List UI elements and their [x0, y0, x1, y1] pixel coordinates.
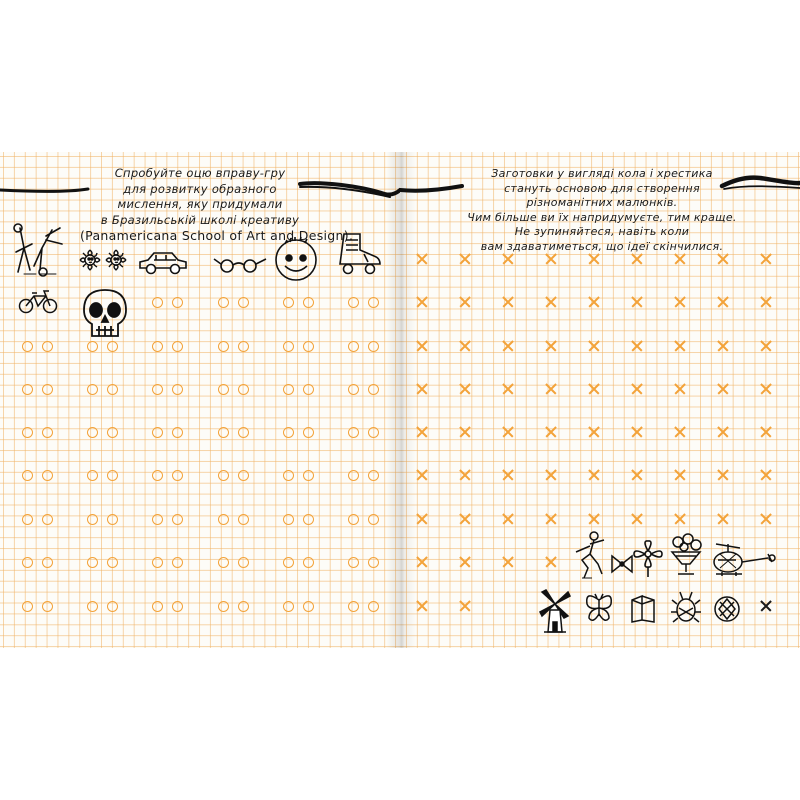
circle-blank	[22, 470, 33, 481]
ornament-circle-icon	[712, 594, 742, 628]
circle-blank	[303, 297, 314, 308]
circle-blank	[152, 427, 163, 438]
cross-blank	[459, 556, 471, 568]
circle-blank	[303, 341, 314, 352]
cross-blank	[717, 340, 729, 352]
circle-blank	[238, 514, 249, 525]
circle-blank	[348, 514, 359, 525]
circle-blank	[172, 384, 183, 395]
circle-blank	[152, 341, 163, 352]
circle-blank	[218, 514, 229, 525]
circle-blank	[87, 514, 98, 525]
cross-blank	[717, 383, 729, 395]
left-intro-line: мислення, яку придумали	[117, 197, 283, 211]
cross-blank	[545, 253, 557, 265]
cross-blank	[717, 469, 729, 481]
circle-blank	[42, 470, 53, 481]
circle-blank	[238, 427, 249, 438]
cross-blank	[674, 426, 686, 438]
cross-blank	[416, 340, 428, 352]
circle-blank	[22, 384, 33, 395]
cross-blank	[760, 513, 772, 525]
right-intro-line: Чим більше ви їх напридумуєте, тим краще.	[467, 210, 737, 224]
cross-blank	[760, 340, 772, 352]
circle-blank	[218, 341, 229, 352]
cross-blank	[459, 340, 471, 352]
notebook-spread	[0, 152, 800, 648]
left-intro-text	[80, 166, 354, 244]
windmill-icon	[538, 588, 572, 638]
cross-blank	[416, 296, 428, 308]
cross-blank	[674, 383, 686, 395]
cross-blank	[416, 600, 428, 612]
circle-blank	[87, 384, 98, 395]
cross-blank	[588, 513, 600, 525]
cross-blank	[674, 513, 686, 525]
circle-blank	[283, 297, 294, 308]
circle-blank	[22, 557, 33, 568]
cross-blank	[416, 253, 428, 265]
circle-blank	[42, 514, 53, 525]
circle-blank	[348, 341, 359, 352]
dancer-icon	[568, 530, 608, 586]
circle-blank	[107, 384, 118, 395]
circle-blank	[172, 601, 183, 612]
circle-blank	[172, 514, 183, 525]
bug-icon	[670, 590, 702, 630]
circle-blank	[172, 341, 183, 352]
circle-blank	[283, 341, 294, 352]
circle-blank	[218, 557, 229, 568]
cross-blank	[545, 383, 557, 395]
circle-blank	[348, 601, 359, 612]
cross-blank	[588, 253, 600, 265]
circle-blank	[303, 427, 314, 438]
cross-blank	[760, 296, 772, 308]
circle-blank	[22, 427, 33, 438]
cross-blank	[674, 253, 686, 265]
cross-blank	[631, 296, 643, 308]
circle-blank	[172, 470, 183, 481]
cross-blank	[416, 383, 428, 395]
circle-blank	[368, 341, 379, 352]
circle-blank	[218, 297, 229, 308]
circle-blank	[368, 557, 379, 568]
circle-blank	[368, 514, 379, 525]
circle-blank	[283, 384, 294, 395]
circle-blank	[172, 557, 183, 568]
circle-blank	[22, 341, 33, 352]
circle-blank	[348, 557, 359, 568]
circle-blank	[107, 427, 118, 438]
circle-blank	[107, 514, 118, 525]
circle-blank	[303, 557, 314, 568]
cross-blank	[717, 253, 729, 265]
circle-blank	[218, 470, 229, 481]
circle-blank	[152, 514, 163, 525]
right-intro-line: стануть основою для створення	[504, 181, 700, 195]
cross-blank	[588, 426, 600, 438]
circle-blank	[42, 384, 53, 395]
circle-blank	[42, 427, 53, 438]
circle-blank	[238, 470, 249, 481]
circle-blank	[283, 601, 294, 612]
cross-blank	[416, 469, 428, 481]
cross-blank	[502, 469, 514, 481]
circle-blank	[42, 601, 53, 612]
circle-blank	[172, 297, 183, 308]
circle-blank	[218, 601, 229, 612]
roller-skate-icon	[334, 232, 384, 280]
cross-blank	[588, 383, 600, 395]
cross-blank	[545, 556, 557, 568]
flowers-icon	[76, 244, 130, 282]
circle-blank	[283, 514, 294, 525]
circle-blank	[87, 427, 98, 438]
circle-blank	[107, 601, 118, 612]
cross-blank	[631, 469, 643, 481]
right-intro-line: різноманітних малюнків.	[526, 196, 678, 209]
right-intro-line: вам здаватиметься, що ідеї скінчилися.	[480, 239, 724, 253]
circle-blank	[22, 601, 33, 612]
circle-blank	[283, 470, 294, 481]
cross-blank	[760, 426, 772, 438]
circle-blank	[368, 297, 379, 308]
cross-blank	[631, 253, 643, 265]
cross-blank	[588, 340, 600, 352]
cross-blank	[631, 383, 643, 395]
smiley-face-icon	[267, 236, 325, 286]
circle-blank	[303, 514, 314, 525]
acrobats-icon	[10, 222, 68, 282]
cross-blank	[588, 296, 600, 308]
circle-blank	[368, 470, 379, 481]
circle-blank	[238, 557, 249, 568]
circle-blank	[283, 427, 294, 438]
cross-blank	[588, 469, 600, 481]
circle-blank	[303, 384, 314, 395]
left-intro-line: (Panamericana School of Art and Design).	[80, 228, 354, 243]
cross-blank	[459, 426, 471, 438]
cross-blank	[760, 383, 772, 395]
left-intro-line: Спробуйте оцю вправу-гру	[114, 166, 286, 180]
circle-blank	[152, 470, 163, 481]
circle-blank	[87, 470, 98, 481]
butterfly-icon	[583, 592, 615, 628]
circle-blank	[152, 297, 163, 308]
cross-blank	[545, 513, 557, 525]
cross-blank	[545, 340, 557, 352]
cross-blank	[545, 426, 557, 438]
cross-blank	[760, 469, 772, 481]
cross-blank	[717, 426, 729, 438]
circle-blank	[107, 557, 118, 568]
skull-icon	[76, 286, 134, 348]
cross-blank	[674, 469, 686, 481]
cross-blank	[502, 426, 514, 438]
fruit-bowl-icon	[668, 532, 704, 582]
cross-blank	[502, 513, 514, 525]
circle-blank	[152, 384, 163, 395]
circle-blank	[87, 601, 98, 612]
cross-blank	[631, 513, 643, 525]
cross-blank	[459, 513, 471, 525]
cross-blank	[545, 296, 557, 308]
circle-blank	[218, 384, 229, 395]
circle-blank	[152, 557, 163, 568]
circle-blank	[42, 341, 53, 352]
car-icon	[136, 250, 190, 280]
circle-blank	[303, 601, 314, 612]
circle-blank	[368, 427, 379, 438]
gift-boxes-icon	[628, 594, 658, 628]
cross-blank	[631, 426, 643, 438]
cross-blank	[416, 556, 428, 568]
left-intro-line: для розвитку образного	[123, 181, 277, 196]
circle-blank	[238, 601, 249, 612]
circle-blank	[107, 470, 118, 481]
cross-blank	[416, 513, 428, 525]
cross-blank	[502, 296, 514, 308]
cross-blank	[459, 296, 471, 308]
right-intro-text	[452, 167, 752, 254]
circle-blank	[238, 341, 249, 352]
circle-blank	[348, 427, 359, 438]
cross-blank	[502, 556, 514, 568]
circle-blank	[283, 557, 294, 568]
circle-blank	[238, 384, 249, 395]
cross-blank	[502, 340, 514, 352]
circle-blank	[348, 297, 359, 308]
circle-blank	[368, 384, 379, 395]
right-intro-line: Заготовки у вигляді кола і хрестика	[491, 167, 713, 180]
cross-blank	[502, 253, 514, 265]
circle-blank	[152, 601, 163, 612]
cross-blank	[459, 600, 471, 612]
circle-blank	[22, 514, 33, 525]
left-intro-line: в Бразильській школі креативу	[100, 212, 300, 227]
cross-blank	[674, 296, 686, 308]
circle-blank	[238, 297, 249, 308]
flower-icon	[632, 540, 664, 582]
cross-blank	[545, 469, 557, 481]
cross-blank	[760, 600, 772, 612]
right-intro-line: Не зупиняйтеся, навіть коли	[514, 225, 690, 238]
circle-blank	[218, 427, 229, 438]
cross-blank	[459, 469, 471, 481]
bicycle-icon	[18, 288, 58, 320]
circle-blank	[172, 427, 183, 438]
cross-blank	[674, 340, 686, 352]
cross-blank	[631, 340, 643, 352]
circle-blank	[87, 557, 98, 568]
helicopter-icon	[706, 542, 776, 590]
glasses-icon	[212, 253, 268, 279]
cross-blank	[459, 383, 471, 395]
cross-blank	[717, 296, 729, 308]
circle-blank	[42, 557, 53, 568]
circle-blank	[348, 384, 359, 395]
cross-blank	[416, 426, 428, 438]
circle-blank	[303, 470, 314, 481]
circle-blank	[368, 601, 379, 612]
cross-blank	[760, 253, 772, 265]
cross-blank	[459, 253, 471, 265]
cross-blank	[502, 383, 514, 395]
cross-blank	[717, 513, 729, 525]
left-page	[0, 152, 400, 648]
circle-blank	[348, 470, 359, 481]
